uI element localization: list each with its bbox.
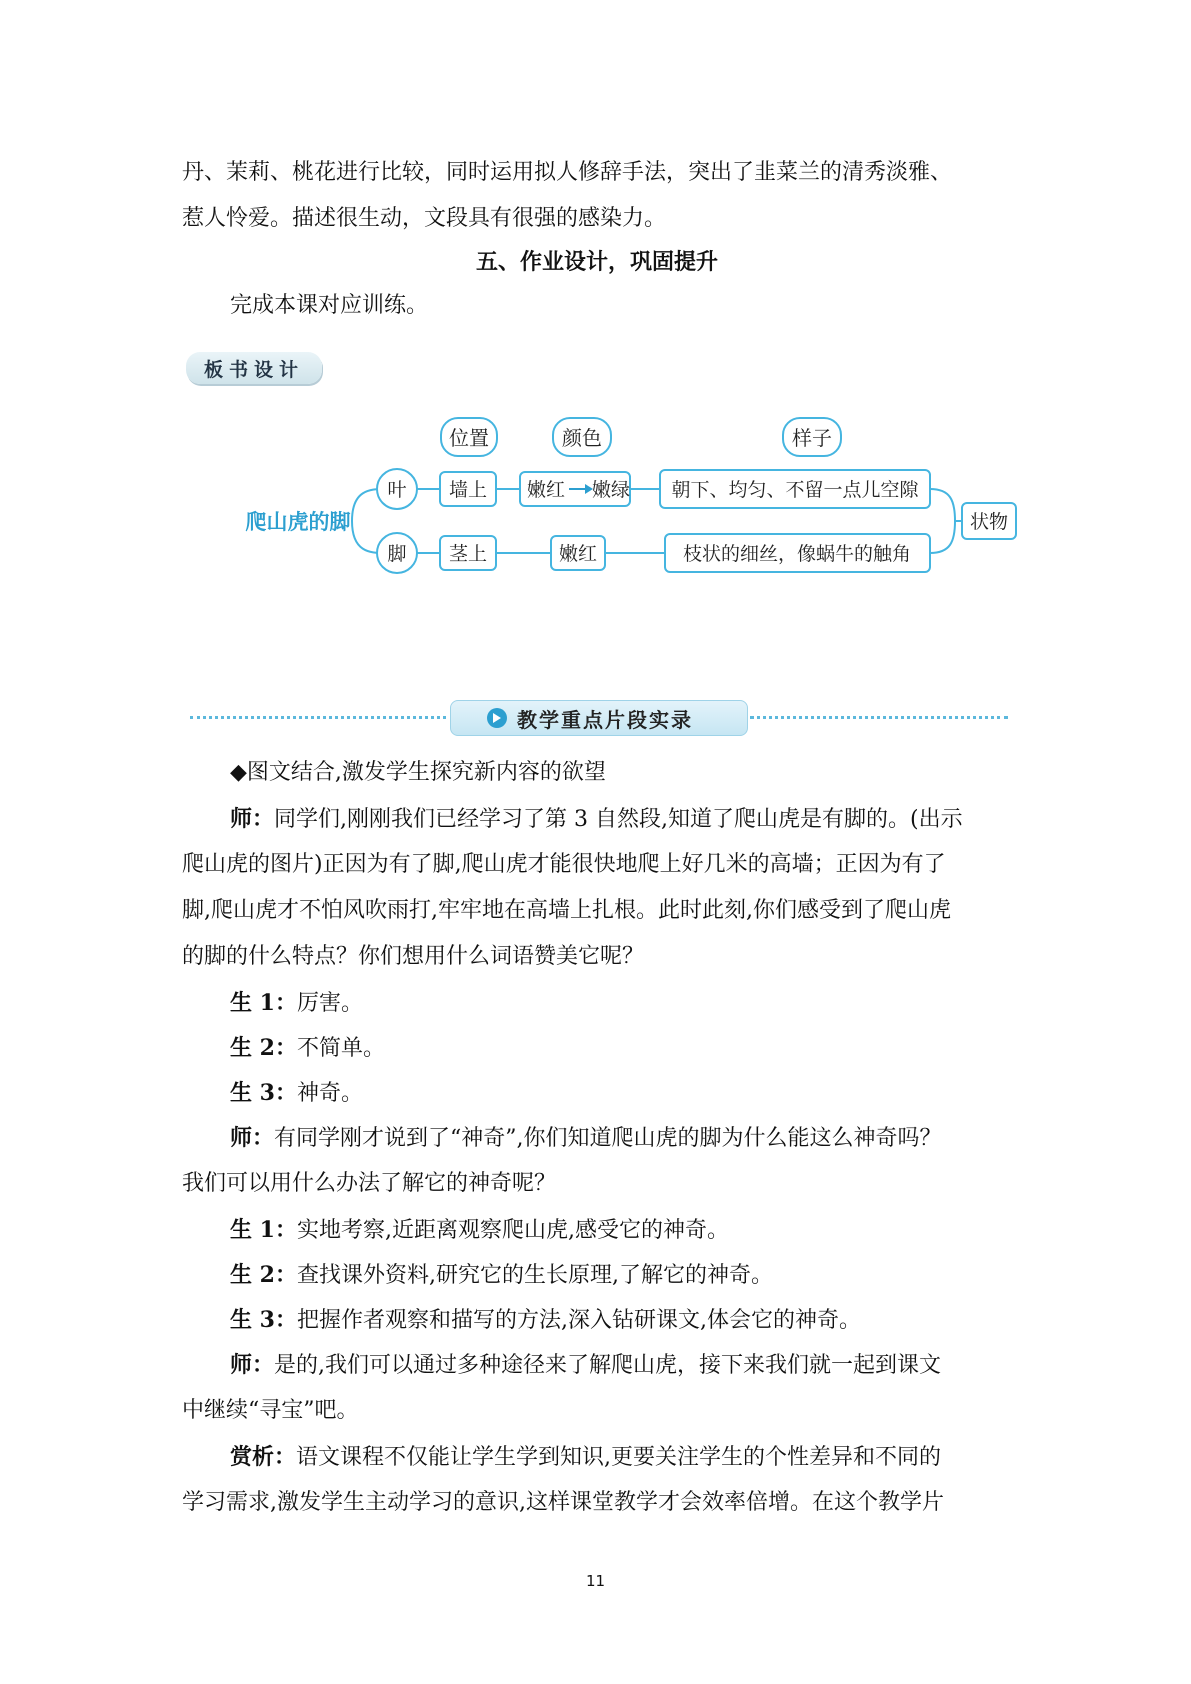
speaker-label: 师： [230,806,275,832]
analysis-line [182,1434,1012,1481]
row1-color-to: 嫩绿 [591,479,631,501]
row1-shape: 朝下、均匀、不留一点儿空隙 [671,479,919,501]
dialogue-line: 我们可以用什么办法了解它的神奇呢？ [182,1171,557,1196]
dialogue-line [182,1025,1012,1072]
row2-shape: 枝状的细丝，像蜗牛的触角 [682,543,912,565]
speaker-label: 生 3： [230,1080,297,1106]
dialogue-text: 是的,我们可以通过多种途径来了解爬山虎，接下来我们就一起到课文 [274,1353,942,1378]
analysis-text: 语文课程不仅能让学生学到知识,更要关注学生的个性差异和不同的 [296,1445,942,1470]
record-intro: ◆图文结合,激发学生探究新内容的欲望 [230,760,606,785]
dialogue-text: 查找课外资料,研究它的生长原理,了解它的神奇。 [296,1263,773,1288]
dialogue-line [182,1070,1012,1117]
header-shape: 样子 [792,426,832,450]
speaker-label: 赏析： [230,1444,297,1470]
conclusion-label: 状物 [969,511,1009,533]
dialogue-text: 神奇。 [296,1081,363,1106]
board-subject: 爬山虎的脚 [245,510,351,534]
speaker-label: 师： [230,1352,275,1378]
row1-color-from: 嫩红 [526,479,566,501]
header-position: 位置 [449,426,489,450]
dialogue-line [182,1115,1012,1162]
speaker-label: 生 1： [230,990,297,1016]
divider-dots-left [190,716,446,719]
dialogue-line: 中继续“寻宝”吧。 [182,1398,359,1423]
analysis-line: 学习需求,激发学生主动学习的意识,这样课堂教学才会效率倍增。在这个教学片 [182,1490,944,1515]
header-color: 颜色 [562,426,602,450]
homework-text: 完成本课对应训练。 [230,293,429,318]
dialogue-text: 厉害。 [296,991,363,1016]
row1-part: 叶 [387,479,407,501]
dialogue-text: 把握作者观察和描写的方法,深入钻研课文,体会它的神奇。 [296,1308,861,1333]
dialogue-line [182,980,1012,1027]
speaker-label: 师： [230,1125,275,1151]
row2-color: 嫩红 [558,543,598,565]
dialogue-line: 的脚的什么特点？你们想用什么词语赞美它呢？ [182,944,645,969]
section-title: 教学重点片段实录 [517,707,693,732]
dialogue-line: 爬山虎的图片)正因为有了脚,爬山虎才能很快地爬上好几米的高墙；正因为有了 [182,852,946,877]
row1-position: 墙上 [448,479,488,501]
dialogue-line [182,1207,1012,1254]
chevron-right-icon [487,708,507,728]
paragraph-line: 丹、茉莉、桃花进行比较，同时运用拟人修辞手法，突出了韭菜兰的清秀淡雅、 [182,160,953,185]
board-design-tag: 板书设计 [186,352,322,384]
page-number: 11 [585,1572,606,1590]
dialogue-text: 不简单。 [296,1036,385,1061]
dialogue-line [182,1297,1012,1344]
conclusion-brace [930,489,955,553]
divider-dots-right [750,716,1008,719]
section-heading: 五、作业设计，巩固提升 [475,249,718,275]
dialogue-text: 同学们,刚刚我们已经学习了第 3 自然段,知道了爬山虎是有脚的。(出示 [274,807,963,832]
dialogue-line [182,796,1012,843]
dialogue-line: 脚,爬山虎才不怕风吹雨打,牢牢地在高墙上扎根。此时此刻,你们感受到了爬山虎 [182,898,951,923]
dialogue-line [182,1252,1012,1299]
board-diagram [0,0,1191,620]
section-banner [450,700,748,736]
dialogue-line [182,1342,1012,1389]
dialogue-text: 实地考察,近距离观察爬山虎,感受它的神奇。 [296,1218,729,1243]
paragraph-line: 惹人怜爱。描述很生动，文段具有很强的感染力。 [182,206,667,231]
speaker-label: 生 2： [230,1262,297,1288]
row2-position: 茎上 [448,543,488,565]
row2-part: 脚 [387,543,407,565]
dialogue-text: 有同学刚才说到了“神奇”,你们知道爬山虎的脚为什么能这么神奇吗？ [274,1126,942,1151]
speaker-label: 生 2： [230,1035,297,1061]
speaker-label: 生 3： [230,1307,297,1333]
speaker-label: 生 1： [230,1217,297,1243]
